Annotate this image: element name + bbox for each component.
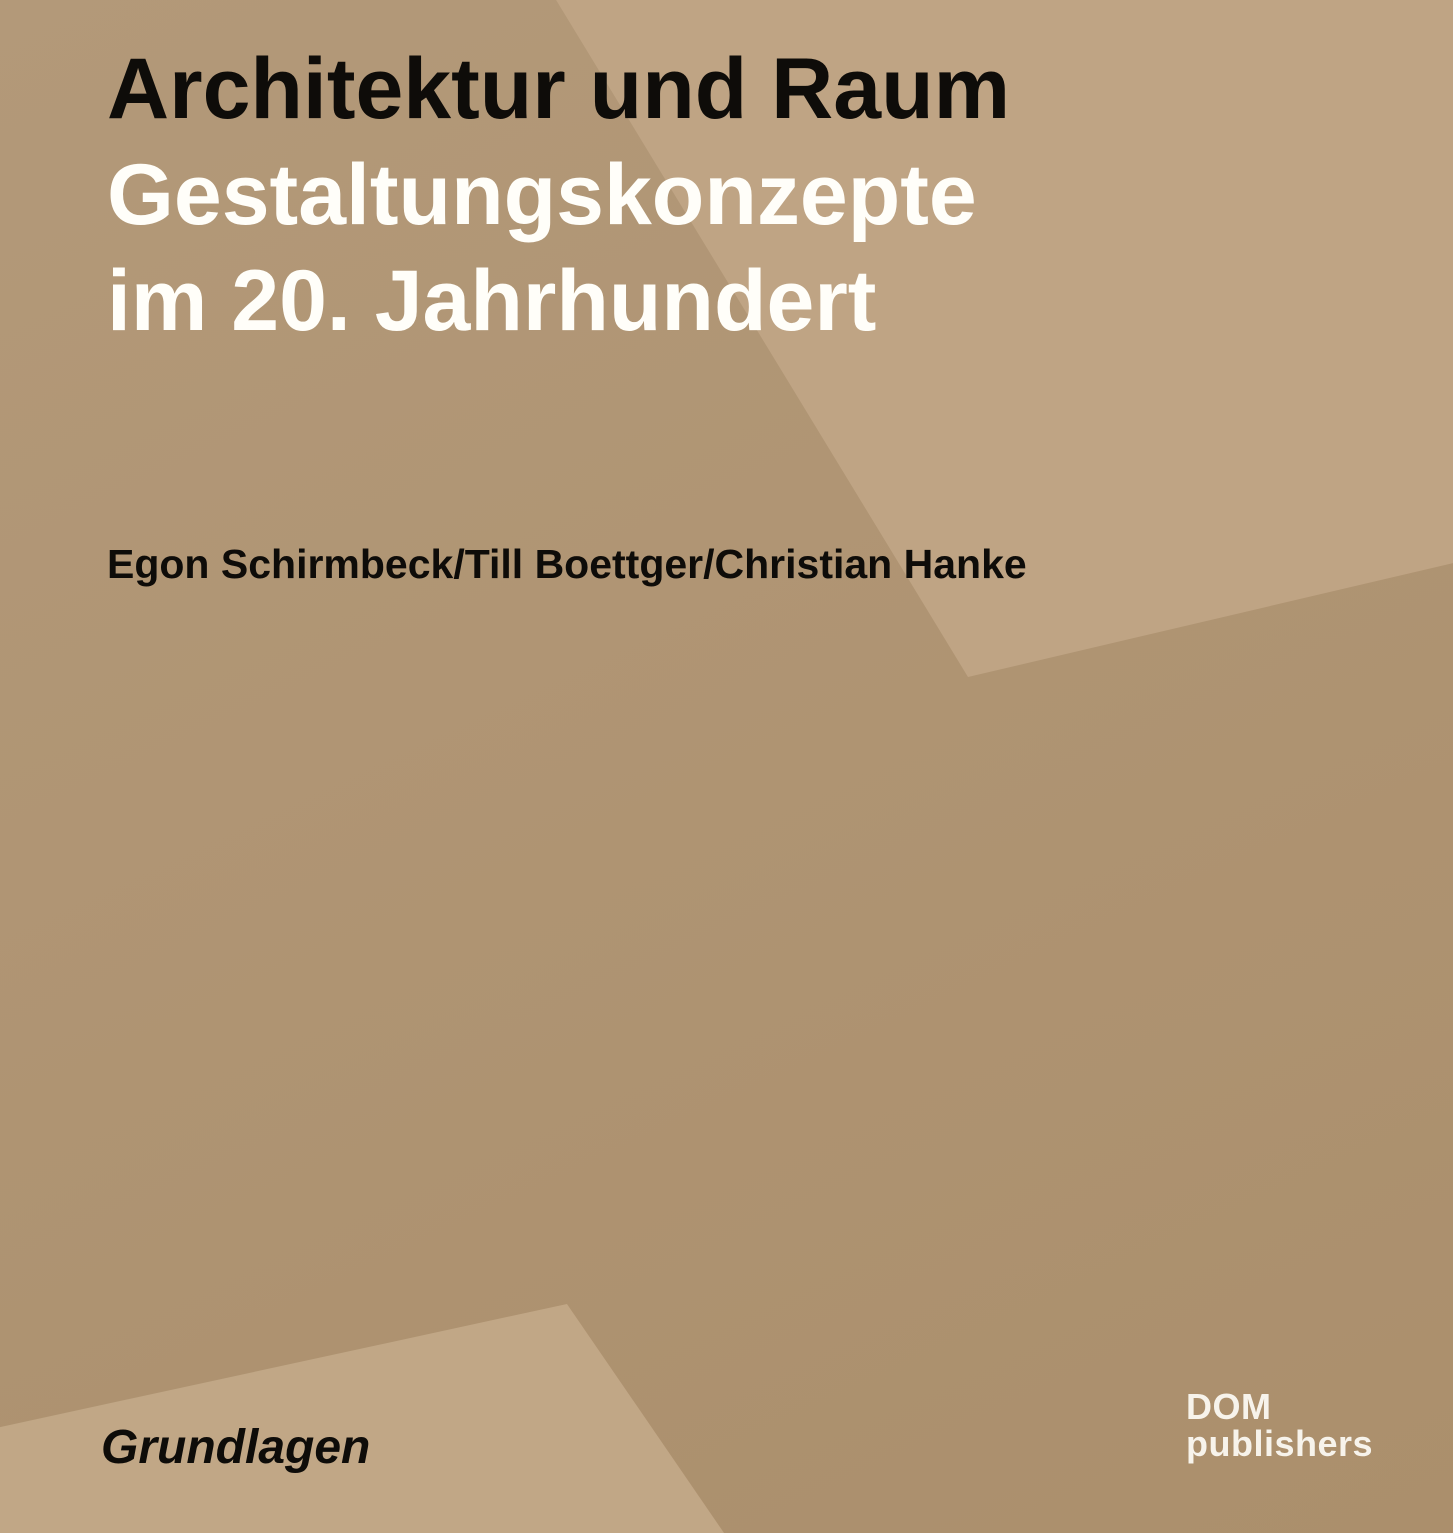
title-block [107, 36, 1010, 354]
publisher-logo-line-1: DOM [1186, 1386, 1272, 1427]
authors-line: Egon Schirmbeck/Till Boettger/Christian Hanke [107, 541, 1027, 587]
publisher-logo-line-2: publishers [1186, 1423, 1374, 1464]
subtitle-line-2: im 20. Jahrhundert [107, 253, 877, 349]
title-main: Architektur und Raum [107, 41, 1011, 137]
publisher-logo [1186, 1388, 1373, 1462]
series-label-grundlagen: Grundlagen [101, 1421, 371, 1474]
subtitle-line-1: Gestaltungskonzepte [107, 147, 977, 243]
